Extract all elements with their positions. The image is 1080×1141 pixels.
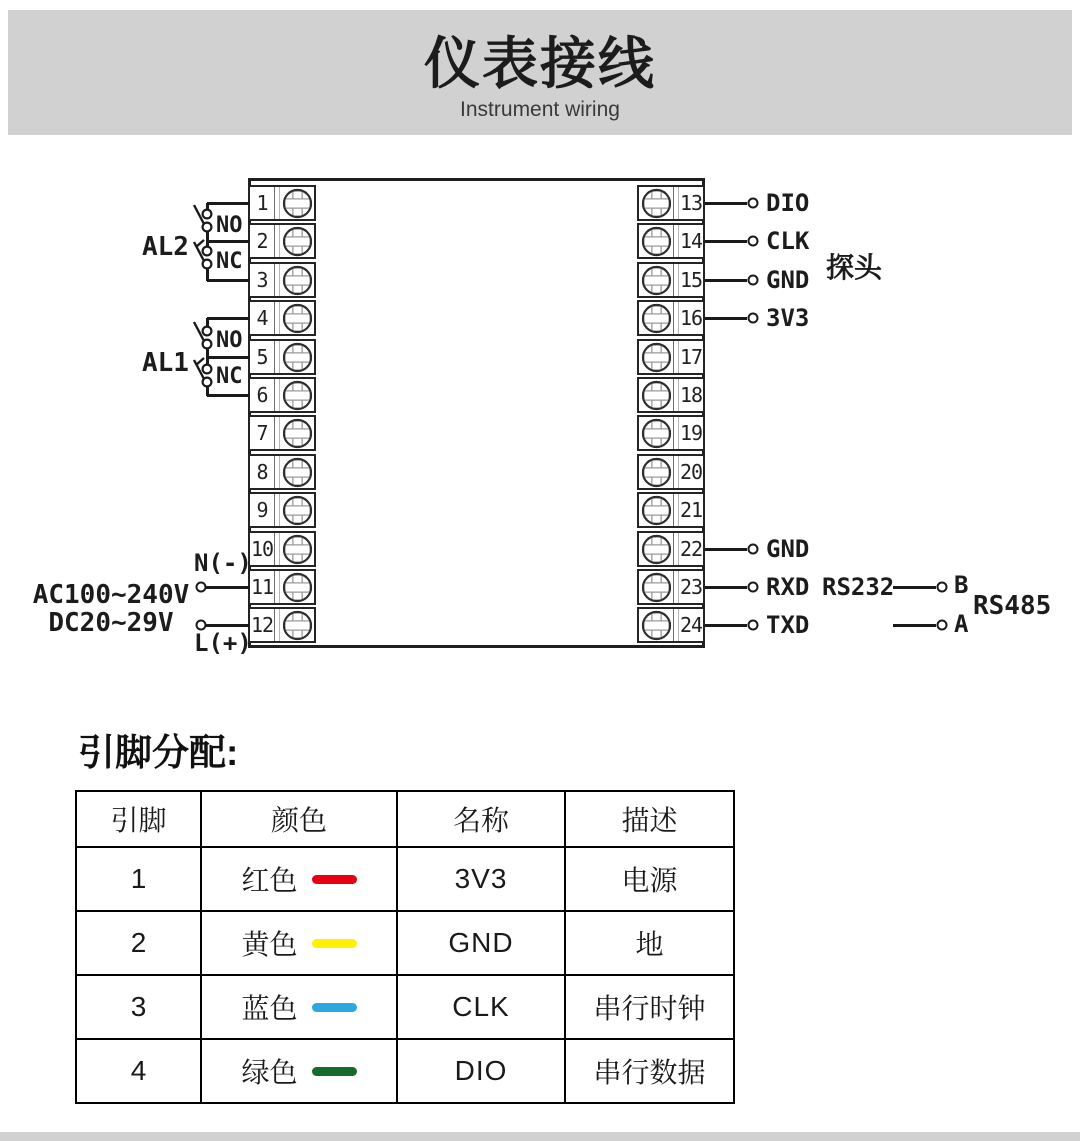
color-swatch xyxy=(312,939,357,948)
pin-table-row xyxy=(76,975,734,1039)
terminal-11 xyxy=(248,569,316,605)
signal-clk-label: CLK xyxy=(766,227,810,255)
terminal-6 xyxy=(248,377,316,413)
wire-terminal-dot xyxy=(937,582,948,593)
terminal-16 xyxy=(637,300,705,336)
pin-table-head xyxy=(76,791,734,847)
cell-name: DIO xyxy=(397,1039,565,1103)
terminal-number: 13 xyxy=(679,191,703,215)
screw-terminal-icon xyxy=(641,418,672,449)
wire-terminal-dot xyxy=(748,544,759,555)
comm-gnd-label: GND xyxy=(766,535,810,563)
screw-terminal-icon xyxy=(282,572,313,603)
wire xyxy=(893,586,936,589)
screw-terminal-icon xyxy=(282,303,313,334)
screw-terminal-icon xyxy=(282,534,313,565)
terminal-2 xyxy=(248,223,316,259)
screw-terminal-icon xyxy=(282,188,313,219)
color-name: 黄色 xyxy=(241,929,298,960)
screw-terminal-icon xyxy=(641,534,672,565)
terminal-screw xyxy=(280,264,314,296)
wire xyxy=(206,624,250,627)
terminal-5 xyxy=(248,339,316,375)
color-wrap xyxy=(202,859,396,899)
terminal-screw xyxy=(639,379,673,411)
wire xyxy=(705,240,747,243)
screw-terminal-icon xyxy=(641,380,672,411)
terminal-screw xyxy=(639,187,673,219)
screw-terminal-icon xyxy=(282,610,313,641)
terminal-number: 12 xyxy=(250,613,274,637)
screw-terminal-icon xyxy=(282,226,313,257)
terminal-17 xyxy=(637,339,705,375)
comm-rxd-label: RXD xyxy=(766,573,810,601)
comm-rs485-label: RS485 xyxy=(973,591,1052,621)
terminal-screw xyxy=(280,379,314,411)
cell-desc: 地 xyxy=(565,911,734,975)
rs485-b-label: B xyxy=(954,571,969,599)
terminal-number: 10 xyxy=(250,537,274,561)
terminal-screw xyxy=(280,341,314,373)
pin-table-header-row xyxy=(76,791,734,847)
column-header-0: 引脚 xyxy=(76,791,201,847)
color-swatch xyxy=(312,1067,357,1076)
terminal-screw xyxy=(280,571,314,603)
power-voltage-line2: DC20~29V xyxy=(48,608,174,638)
wire xyxy=(705,624,747,627)
screw-terminal-icon xyxy=(641,226,672,257)
power-voltage-line1: AC100~240V xyxy=(32,580,190,610)
terminal-number: 11 xyxy=(250,575,274,599)
cell-color xyxy=(201,847,397,911)
terminal-number: 7 xyxy=(256,421,268,445)
terminal-1 xyxy=(248,185,316,221)
terminal-7 xyxy=(248,415,316,451)
pin-table-title: 引脚分配: xyxy=(78,732,239,773)
wire xyxy=(893,624,936,627)
screw-terminal-icon xyxy=(641,610,672,641)
wire xyxy=(705,317,747,320)
terminal-screw xyxy=(280,456,314,488)
relay-al1-no-label: NO xyxy=(216,328,243,353)
terminal-screw xyxy=(280,533,314,565)
terminal-screw xyxy=(639,417,673,449)
comm-txd-label: TXD xyxy=(766,611,810,639)
screw-terminal-icon xyxy=(282,342,313,373)
pin-table-row xyxy=(76,847,734,911)
terminal-19 xyxy=(637,415,705,451)
cell-name: GND xyxy=(397,911,565,975)
screw-terminal-icon xyxy=(641,265,672,296)
terminal-number: 14 xyxy=(679,229,703,253)
terminal-12 xyxy=(248,607,316,643)
cell-pin: 3 xyxy=(76,975,201,1039)
terminal-24 xyxy=(637,607,705,643)
terminal-number: 5 xyxy=(256,345,268,369)
terminal-number: 21 xyxy=(679,498,703,522)
terminal-number: 18 xyxy=(679,383,703,407)
color-name: 蓝色 xyxy=(241,993,298,1024)
terminal-screw xyxy=(639,571,673,603)
terminal-screw xyxy=(280,187,314,219)
terminal-screw xyxy=(639,456,673,488)
cell-pin: 4 xyxy=(76,1039,201,1103)
terminal-screw xyxy=(639,302,673,334)
cell-name: 3V3 xyxy=(397,847,565,911)
terminal-screw xyxy=(639,609,673,641)
terminal-8 xyxy=(248,454,316,490)
terminal-number: 6 xyxy=(256,383,268,407)
terminal-13 xyxy=(637,185,705,221)
terminal-screw xyxy=(280,609,314,641)
rs485-a-label: A xyxy=(954,610,969,638)
comm-rs232-label: RS232 xyxy=(822,573,895,601)
cell-color xyxy=(201,1039,397,1103)
wire xyxy=(705,586,747,589)
column-header-3: 描述 xyxy=(565,791,734,847)
power-neutral-label: N(-) xyxy=(194,549,252,577)
cell-desc: 串行数据 xyxy=(565,1039,734,1103)
pin-assignment-table xyxy=(75,790,735,1104)
terminal-number: 23 xyxy=(679,575,703,599)
terminal-screw xyxy=(280,494,314,526)
screw-terminal-icon xyxy=(282,457,313,488)
pin-table-body xyxy=(76,847,734,1103)
color-swatch xyxy=(312,875,357,884)
terminal-number: 17 xyxy=(679,345,703,369)
signal-gnd-probe-label: GND xyxy=(766,266,810,294)
screw-terminal-icon xyxy=(282,265,313,296)
terminal-number: 16 xyxy=(679,306,703,330)
terminal-number: 3 xyxy=(256,268,268,292)
relay-al1-nc-label: NC xyxy=(216,364,243,389)
relay-al2-nc-label: NC xyxy=(216,249,243,274)
wire-terminal-dot xyxy=(937,620,948,631)
terminal-3 xyxy=(248,262,316,298)
cell-pin: 2 xyxy=(76,911,201,975)
page-subtitle: Instrument wiring xyxy=(460,98,620,121)
terminal-14 xyxy=(637,223,705,259)
signal-3v3-label: 3V3 xyxy=(766,304,810,332)
relay-al2-label: AL2 xyxy=(142,232,189,262)
terminal-number: 22 xyxy=(679,537,703,561)
terminal-number: 24 xyxy=(679,613,703,637)
terminal-screw xyxy=(639,264,673,296)
wire xyxy=(705,548,747,551)
screw-terminal-icon xyxy=(282,495,313,526)
screw-terminal-icon xyxy=(641,457,672,488)
column-header-2: 名称 xyxy=(397,791,565,847)
terminal-screw xyxy=(280,417,314,449)
wire-terminal-dot xyxy=(748,198,759,209)
screw-terminal-icon xyxy=(641,572,672,603)
terminal-number: 20 xyxy=(679,460,703,484)
page-title: 仪表接线 xyxy=(424,32,656,95)
terminal-21 xyxy=(637,492,705,528)
terminal-number: 15 xyxy=(679,268,703,292)
wire-terminal-dot xyxy=(748,620,759,631)
cell-pin: 1 xyxy=(76,847,201,911)
screw-terminal-icon xyxy=(641,495,672,526)
screw-terminal-icon xyxy=(641,303,672,334)
cell-color xyxy=(201,975,397,1039)
footer-band xyxy=(0,1132,1080,1141)
terminal-15 xyxy=(637,262,705,298)
header-band xyxy=(8,10,1072,135)
terminal-22 xyxy=(637,531,705,567)
color-swatch xyxy=(312,1003,357,1012)
terminal-screw xyxy=(639,341,673,373)
terminal-23 xyxy=(637,569,705,605)
pin-table-row xyxy=(76,911,734,975)
relay-al2-no-label: NO xyxy=(216,213,243,238)
terminal-number: 1 xyxy=(256,191,268,215)
wire xyxy=(705,279,747,282)
terminal-number: 8 xyxy=(256,460,268,484)
terminal-screw xyxy=(639,225,673,257)
screw-terminal-icon xyxy=(641,342,672,373)
wire-terminal-dot xyxy=(748,582,759,593)
wire xyxy=(705,202,747,205)
cell-desc: 电源 xyxy=(565,847,734,911)
terminal-number: 19 xyxy=(679,421,703,445)
relay-al1-label: AL1 xyxy=(142,348,189,378)
terminal-number: 2 xyxy=(256,229,268,253)
terminal-10 xyxy=(248,531,316,567)
terminal-screw xyxy=(639,533,673,565)
power-live-label: L(+) xyxy=(194,629,252,657)
terminal-number: 4 xyxy=(256,306,268,330)
terminal-screw xyxy=(280,302,314,334)
color-wrap xyxy=(202,987,396,1027)
color-name: 绿色 xyxy=(241,1057,298,1088)
cell-name: CLK xyxy=(397,975,565,1039)
pin-table-row xyxy=(76,1039,734,1103)
screw-terminal-icon xyxy=(282,418,313,449)
color-wrap xyxy=(202,1051,396,1091)
wire xyxy=(206,586,250,589)
terminal-screw xyxy=(639,494,673,526)
cell-desc: 串行时钟 xyxy=(565,975,734,1039)
terminal-screw xyxy=(280,225,314,257)
probe-label: 探头 xyxy=(826,252,883,283)
wire-terminal-dot xyxy=(748,275,759,286)
cell-color xyxy=(201,911,397,975)
color-name: 红色 xyxy=(241,865,298,896)
color-wrap xyxy=(202,923,396,963)
wire-terminal-dot xyxy=(748,236,759,247)
wire-terminal-dot xyxy=(748,313,759,324)
terminal-20 xyxy=(637,454,705,490)
terminal-18 xyxy=(637,377,705,413)
terminal-4 xyxy=(248,300,316,336)
terminal-number: 9 xyxy=(256,498,268,522)
terminal-9 xyxy=(248,492,316,528)
signal-dio-label: DIO xyxy=(766,189,810,217)
screw-terminal-icon xyxy=(641,188,672,219)
column-header-1: 颜色 xyxy=(201,791,397,847)
screw-terminal-icon xyxy=(282,380,313,411)
